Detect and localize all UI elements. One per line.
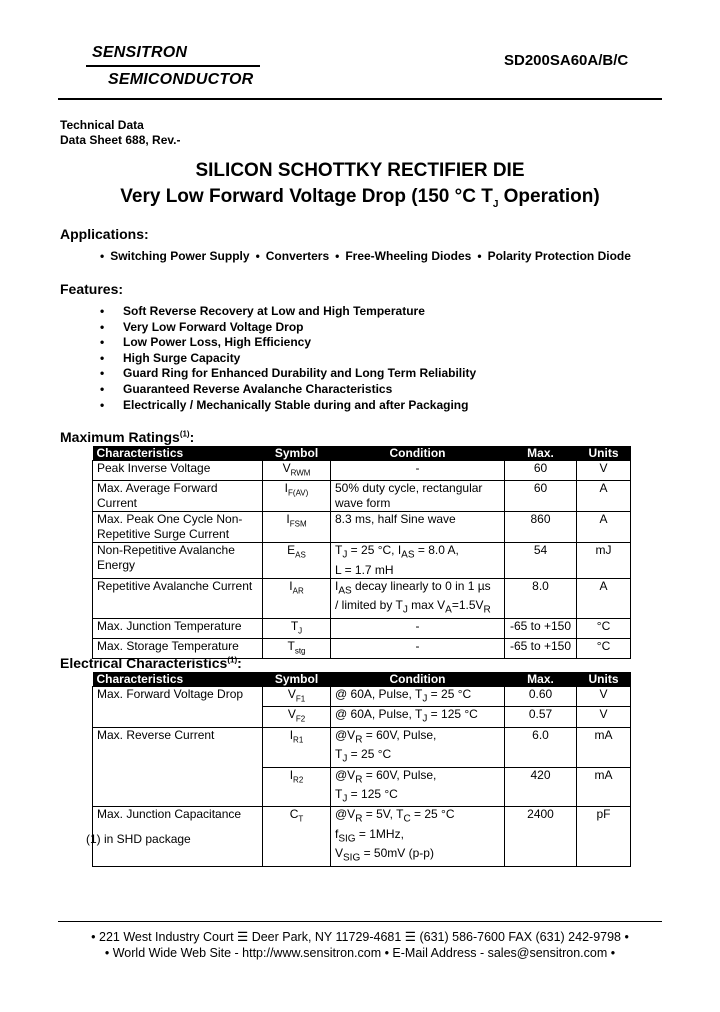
max-cell: 2400 [505,807,577,866]
symbol-cell: $V_{RWM}$ [263,461,331,481]
table-row [93,687,631,707]
condition-cell: @ 60A, Pulse, $T_J = 25$ °C [331,687,505,707]
symbol-cell: $I_{FSM}$ [263,512,331,543]
unit-cell: °C [577,618,631,638]
feature-item [100,382,392,396]
table-row [93,543,631,578]
table-row [93,727,631,767]
feature-item [100,320,303,334]
characteristic-cell: Max. Forward Voltage Drop [93,687,263,728]
symbol-cell: $I_{AR}$ [263,578,331,618]
company-name-line2: SEMICONDUCTOR [108,71,254,88]
logo-underline [86,65,260,67]
symbol-cell: $V_{F1}$ [263,687,331,707]
feature-text: Low Power Loss, High Efficiency [123,335,312,350]
characteristic-cell: Peak Inverse Voltage [93,461,263,481]
column-header: Max. [505,446,577,461]
column-header: Characteristics [93,672,263,687]
bullet: • [335,249,340,263]
unit-cell: V [577,687,631,707]
characteristic-cell: Repetitive Avalanche Current [93,578,263,618]
characteristic-cell: Max. Peak One Cycle Non-Repetitive Surge Current [93,512,263,543]
column-header: Symbol [263,672,331,687]
footer-web: • World Wide Web Site - http://www.sensitron.com • E-Mail Address - sales@sensitron.com • [104,946,616,960]
column-header: Units [577,446,631,461]
feature-text: Soft Reverse Recovery at Low and High Temperature [123,304,425,318]
bullet: • [100,319,105,334]
table-row [93,578,631,618]
max-cell: 0.57 [505,707,577,727]
condition-cell: - [331,638,505,658]
condition-cell: $I_{AS}$ decay linearly to 0 in 1 µs / limited by $T_J$ $\max V_A=1.5V_R$ [331,578,505,618]
doc-type: Technical Data [60,118,144,132]
feature-text: Very Low Forward Voltage Drop [123,319,304,334]
condition-cell: $T_J = 25$ °C, $I_{AS} = 8.0$ A, L = 1.7 mH [331,543,505,578]
unit-cell: °C [577,638,631,658]
column-header: Symbol [263,446,331,461]
column-header: Max. [505,672,577,687]
unit-cell: A [577,481,631,512]
characteristic-cell: Max. Storage Temperature [93,638,263,658]
condition-cell: $@V_R = 60V$, Pulse, $T_J = 25$ °C [331,727,505,767]
application-item: Converters [265,249,330,263]
feature-item [100,335,311,349]
symbol-cell: $I_{R1}$ [263,727,331,767]
max-cell: -65 to +150 [505,618,577,638]
table-row [93,618,631,638]
bullet: • [477,249,482,263]
symbol-cell: $I_{F(AV)}$ [263,481,331,512]
symbol-cell: $E_{AS}$ [263,543,331,578]
max-cell: 60 [505,461,577,481]
condition-cell: $@V_R = 60V$, Pulse, $T_J = 125$ °C [331,767,505,807]
max-cell: 6.0 [505,727,577,767]
condition-cell: - [331,618,505,638]
feature-item [100,304,425,318]
unit-cell: mJ [577,543,631,578]
symbol-cell: $T_{stg}$ [263,638,331,658]
condition-cell: $@V_R = 5V$, $T_C = 25$ °C $f_{SIG} = 1MHz$, $V_{SIG} = 50mV$ (p-p) [331,807,505,866]
symbol-cell: $T_J$ [263,618,331,638]
column-header: Characteristics [93,446,263,461]
unit-cell: pF [577,807,631,866]
max-cell: -65 to +150 [505,638,577,658]
applications-list [100,249,631,263]
unit-cell: A [577,512,631,543]
feature-text: High Surge Capacity [123,350,241,365]
characteristic-cell: Max. Average Forward Current [93,481,263,512]
condition-cell: @ 60A, Pulse, $T_J = 125$ °C [331,707,505,727]
characteristic-cell: Non-Repetitive Avalanche Energy [93,543,263,578]
part-number: SD200SA60A/B/C [504,52,629,69]
bullet: • [100,366,105,381]
application-item: Polarity Protection Diode [487,249,631,263]
electrical-heading: Electrical Characteristics$^{(1)}$: [60,655,242,671]
symbol-cell: $I_{R2}$ [263,767,331,807]
max-cell: 860 [505,512,577,543]
max-cell: 54 [505,543,577,578]
max-cell: 420 [505,767,577,807]
application-item: Free-Wheeling Diodes [345,249,472,263]
characteristic-cell: Max. Junction Temperature [93,618,263,638]
page-subtitle: Very Low Forward Voltage Drop (150 °C $T_J$ Operation) [120,186,600,210]
feature-item [100,366,476,380]
bullet: • [255,249,260,263]
max-ratings-heading: Maximum Ratings$^{(1)}$: [60,429,195,445]
company-name-line1: SENSITRON [92,44,188,61]
max-cell: 8.0 [505,578,577,618]
condition-cell: - [331,461,505,481]
bullet: • [100,350,105,365]
bullet: • [100,397,105,412]
feature-item [100,398,468,412]
footnote: (1) in SHD package [86,832,191,846]
symbol-cell: $V_{F2}$ [263,707,331,727]
page-title: SILICON SCHOTTKY RECTIFIER DIE [195,160,525,181]
unit-cell: mA [577,767,631,807]
characteristic-cell: Max. Reverse Current [93,727,263,807]
condition-cell: 50% duty cycle, rectangular wave form [331,481,505,512]
applications-heading: Applications: [60,226,149,242]
condition-cell: 8.3 ms, half Sine wave [331,512,505,543]
unit-cell: A [577,578,631,618]
unit-cell: V [577,461,631,481]
column-header: Units [577,672,631,687]
feature-text: Guaranteed Reverse Avalanche Characteristics [123,382,393,396]
feature-item [100,351,240,365]
unit-cell: mA [577,727,631,767]
datasheet-number: Data Sheet 688, Rev.- [60,133,181,147]
table-row [93,481,631,512]
footer-rule [58,921,662,922]
column-header: Condition [331,446,505,461]
bullet: • [100,335,105,350]
unit-cell: V [577,707,631,727]
bullet: • [100,382,105,396]
table-row [93,461,631,481]
footer-address: • 221 West Industry Court ☰ Deer Park, NY 11729-4681 ☰ (631) 586-7600 FAX (631) 242-9798 • [91,930,629,944]
bullet: • [100,304,105,318]
header-rule [58,98,662,100]
characteristic-cell: Max. Junction Capacitance [93,807,263,866]
max-ratings-table [92,446,631,659]
feature-text: Electrically / Mechanically Stable during and after Packaging [123,397,469,412]
max-cell: 0.60 [505,687,577,707]
application-item: Switching Power Supply [110,249,250,263]
table-row [93,512,631,543]
column-header: Condition [331,672,505,687]
features-heading: Features: [60,281,124,297]
max-cell: 60 [505,481,577,512]
bullet: • [100,249,105,263]
symbol-cell: $C_T$ [263,807,331,866]
feature-text: Guard Ring for Enhanced Durability and Long Term Reliability [123,366,477,381]
